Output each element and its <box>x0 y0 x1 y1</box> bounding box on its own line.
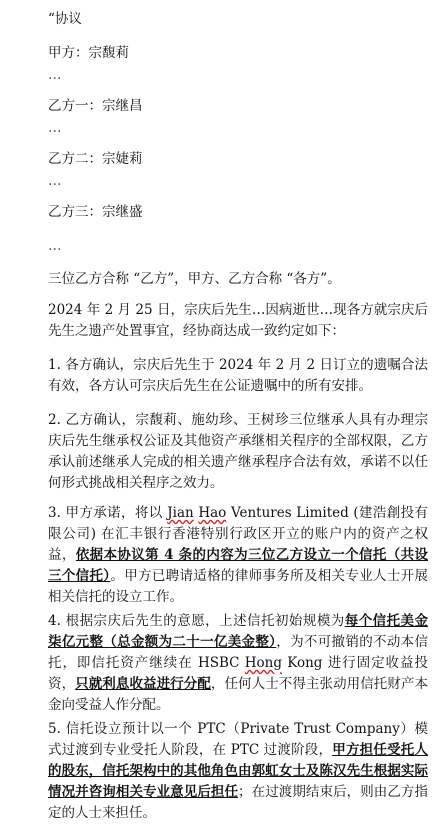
ellipsis-placeholder: … <box>48 173 62 189</box>
clause-4-hong: Hong <box>244 655 282 671</box>
clause-5 <box>48 719 428 824</box>
party-b2: 乙方二：宗婕莉 <box>48 151 143 167</box>
clause-4-text-b: ，为不可撤销的不动本信托，即信托资产继续在 HSBC <box>48 634 429 671</box>
clause-4-emphasis-2: 只就利息收益进行分配 <box>75 676 211 692</box>
clause-5-text-a: 5. 信托设立预计以一个 PTC（Private Trust Company）模式过渡到专业受托人阶段，在 PTC 过渡阶段， <box>48 721 428 758</box>
clause-3-jian: Jian <box>167 505 194 521</box>
ellipsis-placeholder: … <box>48 67 62 83</box>
clause-3-emphasis: 依据本协议第 4 条的内容为三位乙方设立一个信托（共设三个信托） <box>48 547 429 584</box>
clause-4-text-d: ，任何人士不得主张动用信托财产本金向受益人作分配。 <box>48 676 429 713</box>
clause-4-emphasis-1: 每个信托美金柒亿元整（总金额为二十一亿美金整） <box>48 613 429 650</box>
ellipsis-placeholder: … <box>48 238 62 254</box>
ellipsis-placeholder: … <box>48 120 62 136</box>
party-a: 甲方：宗馥莉 <box>48 45 129 61</box>
party-b3: 乙方三：宗继盛 <box>48 204 143 220</box>
clause-5-text-b: ；在过渡期结束后，则由乙方指定的人士来担任。 <box>48 784 429 821</box>
clause-3-text-a: 3. 甲方承诺，将以 <box>48 505 168 521</box>
clause-4-text-c: Kong 进行固定收益投资， <box>48 655 428 692</box>
document-title: “协议 <box>48 11 82 27</box>
clause-3-text-c: 。甲方已聘请适格的律师事务所及相关专业人士开展相关信托的设立工作。 <box>48 568 429 605</box>
clause-3-hao: Hao <box>198 505 227 521</box>
clause-3-text-b: Ventures Limited (建浩創投有限公司) 在汇丰银行香港特别行政区开立的账户内的资产之权益， <box>48 505 428 563</box>
definitions: 三位乙方合称 “乙方”，甲方、乙方合称 “各方”。 <box>48 271 341 287</box>
clause-5-emphasis: 甲方担任受托人的股东，信托架构中的其他角色由郭虹女士及陈汉先生根据实际情况并咨询相关专业意见后担任 <box>48 742 429 800</box>
clause-4 <box>48 611 428 716</box>
clause-1: 1. 各方确认，宗庆后先生于 2024 年 2 月 2 日订立的遗嘱合法有效，各方认可宗庆后先生在公证遗嘱中的所有安排。 <box>48 357 428 394</box>
clause-4-text-a: 4. 根据宗庆后先生的意愿，上述信托初始规模为 <box>48 613 345 629</box>
clause-2: 2. 乙方确认，宗馥莉、施幼珍、王树珍三位继承人具有办理宗庆后先生继承权公证及其他资产承继相关程序的全部权限，乙方承认前述继承人完成的相关遗产继承程序合法有效，承诺不以任何形式挑战相关程序之效力。 <box>48 412 428 491</box>
intro-paragraph: 2024 年 2 月 25 日，宗庆后先生…因病逝世…现各方就宗庆后先生之遗产处置事宜，经协商达成一致约定如下： <box>48 302 428 339</box>
party-b1: 乙方一：宗继昌 <box>48 98 143 114</box>
clause-3 <box>48 503 428 608</box>
